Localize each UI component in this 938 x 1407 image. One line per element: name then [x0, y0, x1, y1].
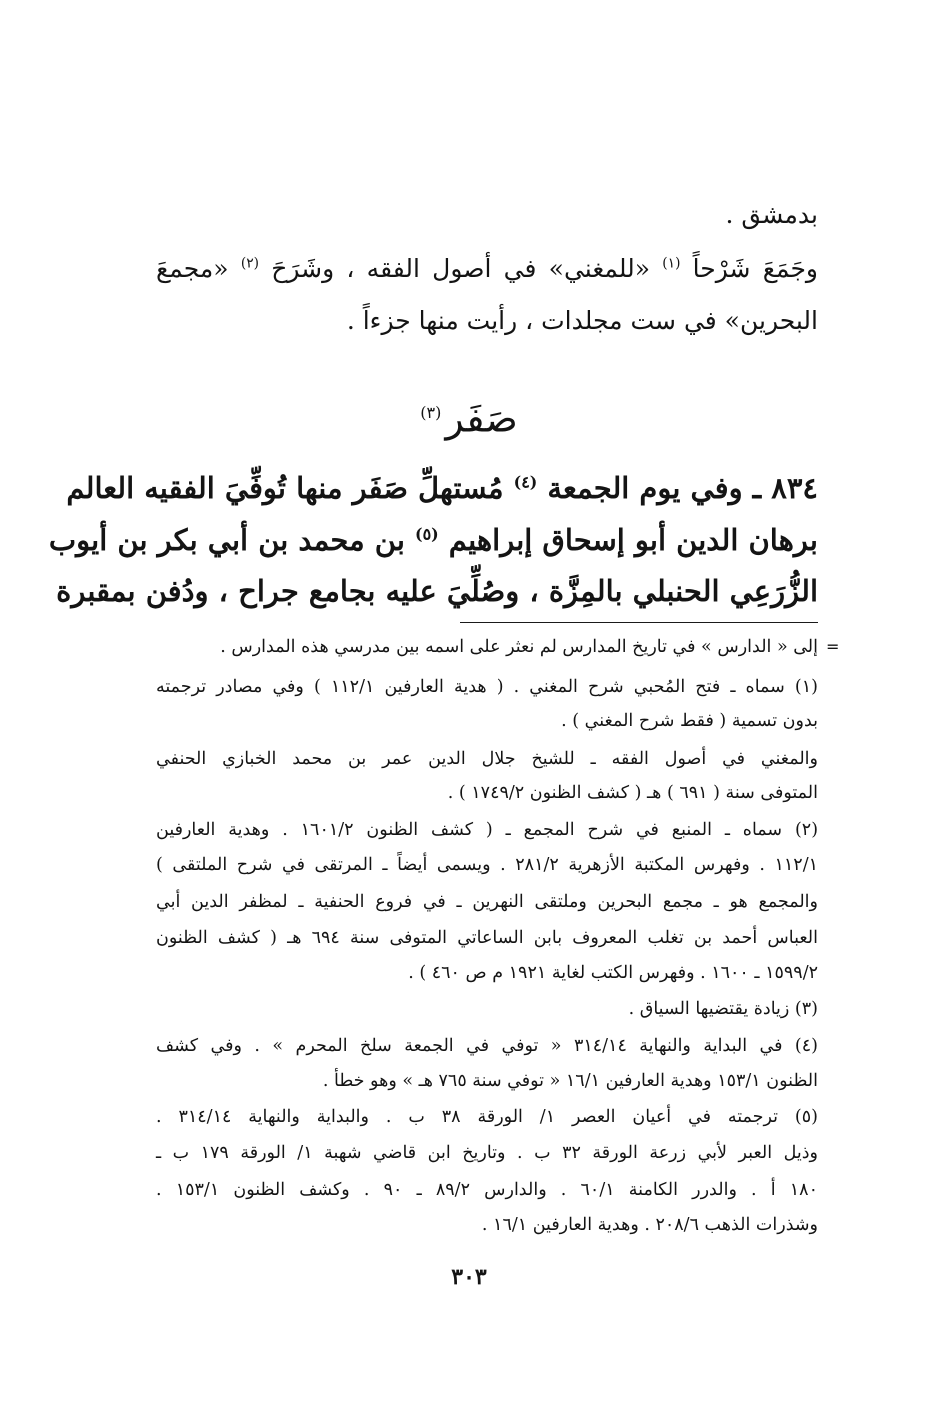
carryover-line: بدمشق .	[725, 200, 818, 229]
footnote-line: (٢) سماه ـ المنبع في شرح المجمع ـ ( كشف الظنون ١٦٠١/٢ . وهدية العارفين	[156, 820, 819, 840]
continuation-mark: =	[826, 637, 840, 656]
footnote-line: ١٨٠ أ . والدرر الكامنة ٦٠/١ . والدارس ٨٩/٢ ـ ٩٠ . وكشف الظنون ١٥٣/١ .	[156, 1180, 818, 1200]
entry-line	[48, 520, 818, 560]
text-run: ٨٣٤ ـ وفي يوم الجمعة	[547, 471, 818, 505]
footnote-line: (١) سماه ـ فتح المُحبي شرح المغني . ( هدية العارفين ١١٢/١ ) وفي مصادر ترجمته	[156, 677, 818, 697]
footnote-ref: (١)	[662, 255, 681, 272]
footnote-line: العباس أحمد بن تغلب المعروف بابن الساعاتي المتوفى سنة ٦٩٤ هـ ( كشف الظنون	[156, 928, 818, 948]
footnote-line: ١٥٩٩/٢ ـ ١٦٠٠ . وفهرس الكتب لغاية ١٩٢١ م ص ٤٦٠ ) .	[408, 963, 818, 983]
heading-text: صَفَر	[445, 396, 518, 441]
footnote-line: بدون تسمية ( فقط شرح المغني ) .	[561, 711, 818, 731]
text-run: بن محمد بن أبي بكر بن أيوب	[48, 523, 405, 557]
text-run: مُستهلِّ صَفَر منها تُوفِّيَ الفقيه العالم	[66, 471, 504, 505]
footnote-ref: (٤)	[513, 472, 538, 492]
footnote-line: والمجمع هو ـ مجمع البحرين وملتقى النهرين ـ في فروع الحنفية ـ لمظفر الدين أبي	[156, 892, 818, 912]
footnote-line: والمغني في أصول الفقه ـ للشيخ جلال الدين عمر بن محمد الخبازي الحنفي	[156, 749, 818, 769]
paragraph-line: البحرين» في ست مجلدات ، رأيت منها جزءاً .	[346, 306, 818, 335]
footnote-line: إلى « الدارس » في تاريخ المدارس لم نعثر على اسمه بين مدرسي هذه المدارس .	[220, 637, 818, 657]
text-run: «للمغني» في أصول الفقه ، وشَرَحَ	[271, 254, 651, 283]
footnote-line: (٤) في البداية والنهاية ٣١٤/١٤ « توفي في الجمعة سلخ المحرم » . وفي كشف	[156, 1036, 818, 1056]
text-run: وجَمَعَ شَرْحاً	[692, 254, 818, 283]
footnote-line: وشذرات الذهب ٢٠٨/٦ . وهدية العارفين ١٦/١ .	[481, 1215, 818, 1235]
footnote-line: وذيل العبر لأبي زرعة الورقة ٣٢ ب . وتاريخ ابن قاضي شهبة ١/ الورقة ١٧٩ ب ـ	[156, 1143, 818, 1163]
footnote-line: الظنون ١٥٣/١ وهدية العارفين ١٦/١ « توفي سنة ٧٦٥ هـ » وهو خطأ .	[322, 1071, 818, 1091]
footnote-ref: (٣)	[420, 403, 442, 422]
footnote-ref: (٢)	[240, 255, 259, 272]
footnote-line: (٥) ترجمته في أعيان العصر ١/ الورقة ٣٨ ب . والبداية والنهاية ٣١٤/١٤ .	[156, 1107, 818, 1127]
footnote-line: ١١٢/١ . وفهرس المكتبة الأزهرية ٢٨١/٢ . ويسمى أيضاً ـ المرتقى في شرح الملتقى )	[156, 855, 818, 875]
footnote-divider	[460, 622, 818, 623]
entry-line	[66, 468, 818, 508]
footnote-ref: (٥)	[415, 524, 439, 544]
paragraph-line	[156, 252, 818, 286]
footnote-line: (٣) زيادة يقتضيها السياق .	[628, 999, 818, 1019]
text-run: برهان الدين أبو إسحاق إبراهيم	[448, 523, 818, 557]
section-heading	[0, 388, 938, 444]
page-number: ٣٠٣	[451, 1264, 487, 1290]
text-run: «مجمعَ	[156, 254, 229, 283]
footnote-line: المتوفى سنة ( ٦٩١ ) هـ ( كشف الظنون ١٧٤٩/٢ ) .	[447, 783, 818, 803]
entry-line: الزُّرَعِي الحنبلي بالمِزَّة ، وصُلِّيَ عليه بجامع جراح ، ودُفن بمقبرة	[56, 574, 818, 608]
